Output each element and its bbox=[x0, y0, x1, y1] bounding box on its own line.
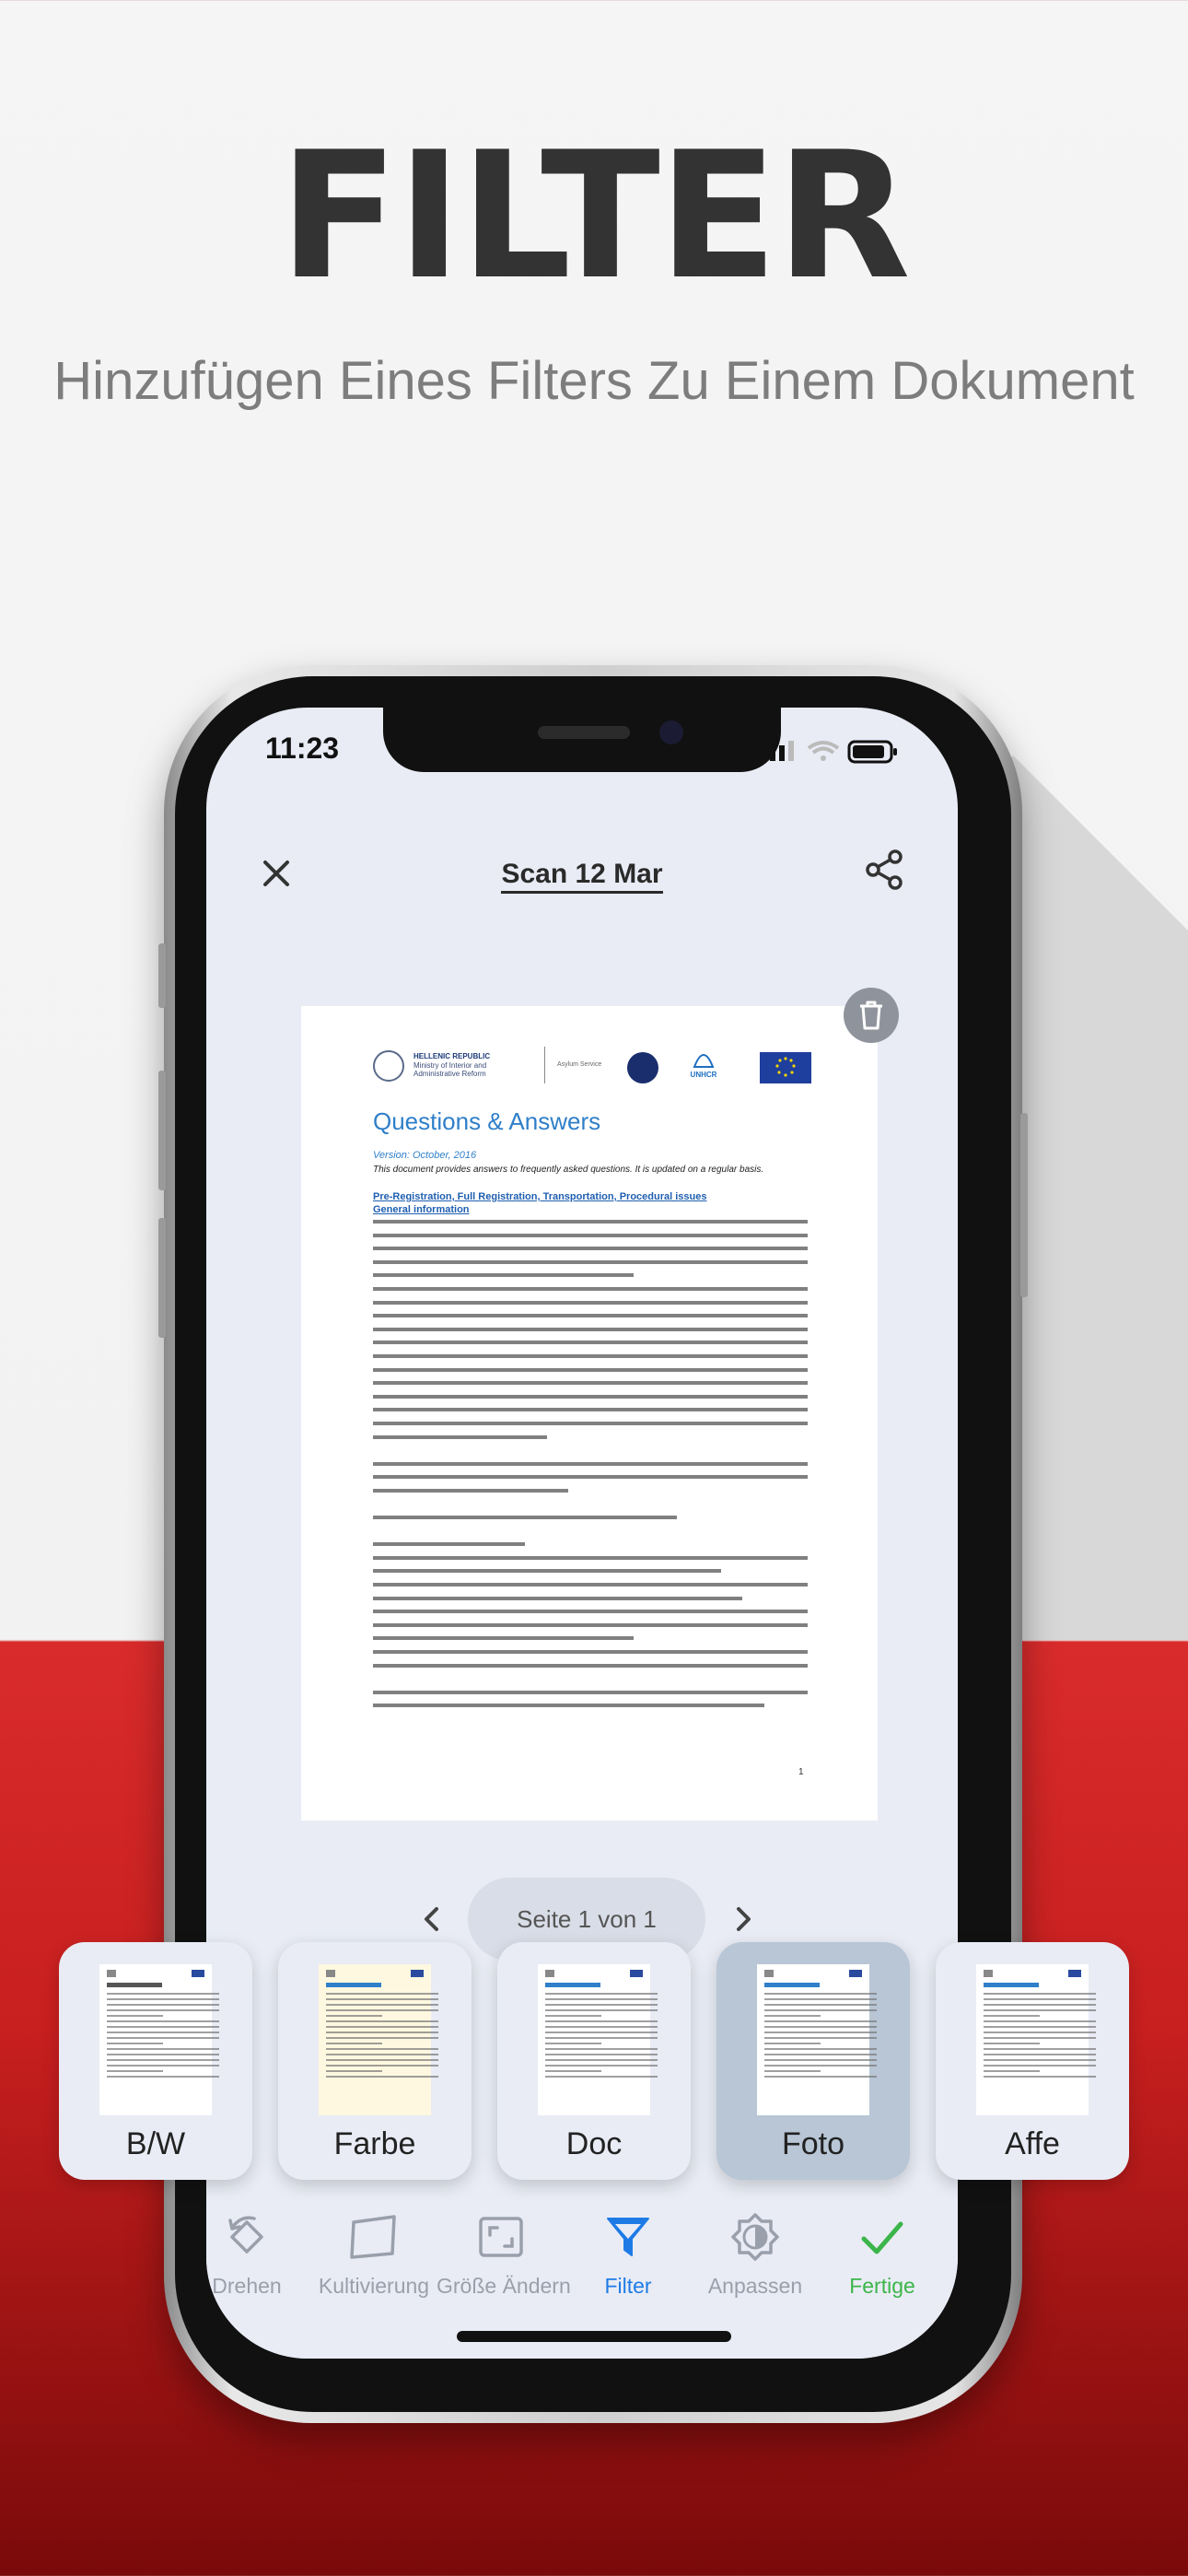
document-text-line bbox=[373, 1636, 634, 1640]
unhcr-emblem-icon bbox=[693, 1048, 715, 1069]
filter-icon bbox=[600, 2209, 656, 2265]
unhcr-text: UNHCR bbox=[690, 1071, 717, 1079]
document-text-line bbox=[373, 1489, 568, 1493]
hellenic-logo-icon bbox=[373, 1050, 404, 1082]
page-indicator: Seite 1 von 1 bbox=[468, 1878, 705, 1961]
document-text-line bbox=[373, 1691, 808, 1694]
headline: FILTER bbox=[279, 114, 909, 318]
org-sub: Ministry of Interior and Administrative Reform bbox=[413, 1060, 487, 1079]
front-camera bbox=[659, 720, 683, 744]
document-text-line bbox=[373, 1650, 808, 1654]
document-text-line bbox=[373, 1354, 808, 1358]
scan-title[interactable] bbox=[206, 859, 958, 890]
subheadline: Hinzufügen Eines Filters Zu Einem Dokument bbox=[53, 351, 1135, 411]
document-text-line bbox=[373, 1287, 808, 1291]
document-body-text bbox=[373, 1220, 808, 1717]
share-icon[interactable] bbox=[862, 848, 906, 892]
status-time: 11:23 bbox=[265, 732, 340, 765]
document-text-line bbox=[373, 1583, 808, 1587]
volume-up-button bbox=[158, 1071, 166, 1190]
document-text-line bbox=[373, 1704, 764, 1707]
filter-label: Affe bbox=[1005, 2126, 1060, 2161]
document-header bbox=[373, 1045, 811, 1087]
document-text-line bbox=[373, 1462, 808, 1466]
document-text-line bbox=[373, 1408, 808, 1411]
filter-thumbnail bbox=[99, 1964, 212, 2115]
document-subheading: General information bbox=[373, 1204, 470, 1216]
asylum-service-label: Asylum Service bbox=[557, 1061, 602, 1068]
document-title: Questions & Answers bbox=[373, 1107, 601, 1135]
document-text-line bbox=[373, 1542, 525, 1546]
chevron-left-icon[interactable] bbox=[416, 1903, 448, 1935]
document-heading-line: Pre-Registration, Full Registration, Transportation, Procedural issues bbox=[373, 1191, 707, 1202]
speaker bbox=[538, 726, 630, 739]
document-text-line bbox=[373, 1328, 808, 1331]
tool-crop[interactable] bbox=[309, 2200, 438, 2299]
filter-option-0[interactable] bbox=[59, 1942, 252, 2180]
document-text-line bbox=[373, 1273, 634, 1277]
document-text-line bbox=[373, 1234, 808, 1237]
crop-icon bbox=[346, 2209, 402, 2265]
delete-button[interactable] bbox=[844, 988, 899, 1043]
document-text-line bbox=[373, 1314, 808, 1317]
adjust-icon bbox=[728, 2209, 783, 2265]
filter-label: Doc bbox=[565, 2126, 623, 2161]
tool-rotate[interactable] bbox=[206, 2200, 311, 2299]
document-text-line bbox=[373, 1341, 808, 1344]
checkmark-icon bbox=[855, 2209, 910, 2265]
filter-label: Foto bbox=[781, 2126, 845, 2161]
document-text-line bbox=[373, 1422, 808, 1425]
filter-option-4[interactable] bbox=[936, 1942, 1129, 2180]
easo-logo-icon bbox=[627, 1052, 658, 1083]
document-text-line bbox=[373, 1220, 808, 1224]
filter-thumbnail bbox=[757, 1964, 869, 2115]
tool-adjust-label: Anpassen bbox=[707, 2274, 803, 2298]
volume-down-button bbox=[158, 1218, 166, 1338]
document-page-number: 1 bbox=[798, 1767, 804, 1777]
unhcr-logo bbox=[686, 1048, 721, 1085]
document-text-line bbox=[373, 1260, 808, 1264]
filter-strip bbox=[0, 1942, 1188, 2185]
eu-flag-icon bbox=[760, 1052, 811, 1083]
rotate-icon bbox=[219, 2209, 274, 2265]
document-text-line bbox=[373, 1395, 808, 1399]
filter-thumbnail bbox=[319, 1964, 431, 2115]
document-heading bbox=[373, 1190, 815, 1217]
resize-icon bbox=[473, 2209, 529, 2265]
filter-thumbnail bbox=[976, 1964, 1089, 2115]
filter-option-3[interactable] bbox=[716, 1942, 910, 2180]
scan-title-text: Scan 12 Mar bbox=[501, 859, 662, 894]
power-button bbox=[1020, 1113, 1028, 1297]
document-text-line bbox=[373, 1381, 808, 1385]
tool-resize[interactable] bbox=[437, 2200, 571, 2299]
tool-resize-label: Größe Ändern bbox=[437, 2274, 571, 2298]
document-text-line bbox=[373, 1569, 721, 1573]
document-text-line bbox=[373, 1664, 808, 1668]
tool-done-label: Fertige bbox=[849, 2274, 915, 2298]
document-text-line bbox=[373, 1475, 808, 1479]
tool-rotate-label: Drehen bbox=[212, 2274, 282, 2298]
document-text-line bbox=[373, 1368, 808, 1372]
chevron-right-icon[interactable] bbox=[728, 1903, 759, 1935]
tool-filter[interactable] bbox=[564, 2200, 693, 2299]
document-version: Version: October, 2016 bbox=[373, 1150, 477, 1161]
document-text-line bbox=[373, 1435, 547, 1439]
mute-switch bbox=[158, 943, 166, 1008]
filter-label: Farbe bbox=[333, 2126, 416, 2161]
document-text-line bbox=[373, 1301, 808, 1305]
tool-crop-label: Kultivierung bbox=[318, 2274, 430, 2298]
home-indicator bbox=[457, 2331, 731, 2342]
header-divider bbox=[544, 1047, 545, 1083]
document-intro: This document provides answers to frequently asked questions. It is updated on a regular basis. bbox=[373, 1165, 764, 1175]
document-preview[interactable] bbox=[301, 1006, 878, 1821]
org-name: HELLENIC REPUBLIC Ministry of Interior and Administrative Reform bbox=[413, 1052, 491, 1079]
document-text-line bbox=[373, 1610, 808, 1613]
document-text-line bbox=[373, 1247, 808, 1250]
tool-adjust[interactable] bbox=[691, 2200, 820, 2299]
tool-filter-label: Filter bbox=[604, 2274, 652, 2298]
filter-label: B/W bbox=[125, 2126, 186, 2161]
document-text-line bbox=[373, 1516, 677, 1519]
document-text-line bbox=[373, 1597, 742, 1600]
document-text-line bbox=[373, 1623, 808, 1627]
document-text-line bbox=[373, 1556, 808, 1560]
filter-thumbnail bbox=[538, 1964, 650, 2115]
notch bbox=[383, 708, 781, 772]
filter-option-2[interactable] bbox=[497, 1942, 691, 2180]
filter-option-1[interactable] bbox=[278, 1942, 472, 2180]
tool-done[interactable] bbox=[818, 2200, 947, 2299]
trash-icon bbox=[857, 1000, 885, 1031]
